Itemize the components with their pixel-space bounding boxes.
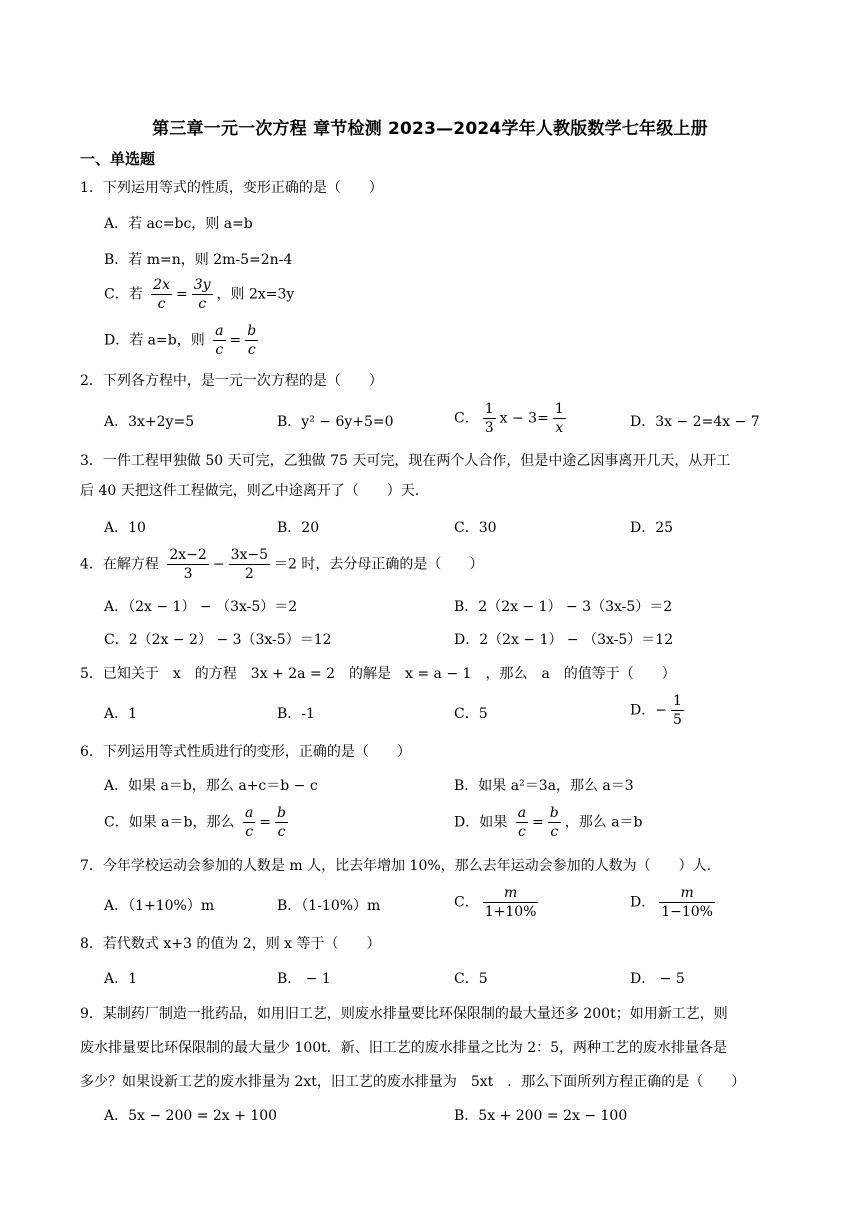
fraction-numerator: b (247, 323, 257, 339)
document-title: 第三章一元一次方程 章节检测 2023—2024学年人教版数学七年级上册 (152, 119, 708, 139)
question-3-stem-line-2: 后 40 天把这件工程做完，则乙中途离开了（ ）天. (80, 483, 420, 499)
fraction-numerator: 2x−2 (169, 547, 207, 563)
fraction-denominator: 3 (484, 420, 494, 436)
question-8-option-b: B． − 1 (277, 971, 331, 987)
question-4-option-d: D．2（2x − 1） − （3x-5）＝12 (454, 632, 674, 648)
question-9-option-a: A．5x − 200 = 2x + 100 (104, 1108, 278, 1124)
question-1-option-a: A．若 ac=bc，则 a=b (104, 216, 253, 232)
fraction-numerator: 2x (153, 277, 170, 293)
question-6-option-a: A．如果 a＝b，那么 a+c＝b − c (104, 778, 318, 794)
fraction-denominator: 5 (672, 712, 682, 728)
fraction-numerator: b (549, 805, 559, 821)
fraction (516, 804, 528, 841)
fraction-numerator: 3y (193, 277, 211, 293)
question-4-stem-suffix: ＝2 时，去分母正确的是（ ） (274, 556, 484, 573)
question-4-stem: 4．在解方程 $\frac{2x-2}{3}$ − $\frac{3x-5}{2}$ ＝2 时，去分母正确的是（ ） (80, 547, 484, 582)
fraction-denominator: x (555, 420, 564, 436)
question-1-stem: 1．下列运用等式的性质，变形正确的是（ ） (80, 180, 383, 196)
fraction-numerator: 1 (554, 401, 564, 417)
question-3-option-a: A．10 (104, 520, 146, 536)
fraction-numerator: a (215, 323, 224, 339)
question-1-option-c: C．若 $\frac{2x}{c}$ = $\frac{3y}{c}$ ，则 2x=3y (104, 277, 295, 312)
question-7-option-c (454, 884, 542, 921)
fraction-numerator: a (244, 805, 254, 821)
fraction-denominator: c (277, 824, 286, 840)
question-4-option-b: B．2（2x − 1） − 3（3x-5）＝2 (454, 599, 673, 615)
fraction-denominator: c (517, 824, 526, 840)
question-7-option-d (630, 884, 719, 921)
fraction-denominator: c (198, 296, 207, 312)
question-5-stem: 5．已知关于 x 的方程 3x + 2a = 2 的解是 x = a − 1 ，那么 a 的值等于（ ） (80, 666, 676, 682)
question-9-stem-line-3: 多少？如果设新工艺的废水排量为 2xt，旧工艺的废水排量为 5xt ．那么下面所列方程正确的是（ ） (80, 1074, 746, 1090)
fraction (275, 804, 288, 841)
question-2-option-c-prefix: C． (454, 410, 479, 427)
question-8-stem: 8．若代数式 x+3 的值为 2，则 x 等于（ ） (80, 936, 381, 952)
fraction (243, 804, 255, 841)
question-7-option-c-prefix: C． (454, 894, 479, 911)
question-3-option-b: B．20 (277, 520, 320, 536)
fraction (659, 884, 715, 921)
fraction-numerator: a (517, 805, 527, 821)
fraction-denominator: c (157, 296, 166, 312)
fraction-denominator: c (247, 342, 256, 358)
fraction (213, 322, 225, 359)
question-4-option-a: A．（2x − 1） − （3x-5）＝2 (104, 599, 298, 615)
fraction-denominator: c (245, 824, 254, 840)
question-2-option-a: A．3x+2y=5 (104, 414, 195, 430)
fraction (167, 546, 208, 583)
question-9-stem-line-2: 废水排量要比环保限制的最大量少 100t．新、旧工艺的废水排量之比为 2：5，两种工艺的废水排量各是 (80, 1040, 728, 1056)
fraction (483, 884, 539, 921)
fraction-denominator: 1+10% (484, 904, 537, 920)
question-4-option-c: C．2（2x − 2） − 3（3x-5）＝12 (104, 632, 332, 648)
fraction (483, 400, 496, 437)
question-3-stem-line-1: 3．一件工程甲独做 50 天可完，乙独做 75 天可完，现在两个人合作，但是中途乙因事离开几天，从开工 (80, 453, 731, 469)
fraction-denominator: c (215, 342, 224, 358)
question-5-option-d-prefix: D．− (630, 702, 667, 719)
question-2-option-c (454, 400, 570, 437)
question-1-option-c-prefix: C．若 (104, 286, 143, 303)
question-6-stem: 6．下列运用等式性质进行的变形，正确的是（ ） (80, 744, 411, 760)
question-7-option-b: B．（1-10%）m (277, 898, 381, 914)
question-8-option-d: D． − 5 (630, 971, 685, 987)
fraction-numerator: 1 (484, 401, 494, 417)
question-2-option-b: B．y² − 6y+5=0 (277, 414, 394, 430)
question-6-option-d: D．如果 $\frac{a}{c}$ = $\frac{b}{c}$ ，那么 a＝b (454, 805, 643, 840)
question-2-stem: 2．下列各方程中，是一元一次方程的是（ ） (80, 373, 383, 389)
question-1-option-d: D．若 a=b，则 $\frac{a}{c}$ = $\frac{b}{c}$ (104, 323, 257, 358)
fraction-numerator: 3x−5 (230, 547, 269, 563)
fraction-numerator: m (483, 884, 539, 903)
question-1-option-c-suffix: ，则 2x=3y (216, 286, 295, 303)
question-5-option-d (630, 692, 688, 729)
fraction (671, 692, 684, 729)
question-2-option-d: D．3x − 2=4x − 7 (630, 414, 760, 430)
fraction-denominator: 1−10% (661, 904, 713, 920)
question-3-option-d: D．25 (630, 520, 674, 536)
question-5-option-a: A．1 (104, 706, 138, 722)
question-9-stem-line-1: 9．某制药厂制造一批药品，如用旧工艺，则废水排量要比环保限制的最大量还多 200t；如用新工艺，则 (80, 1006, 728, 1022)
question-5-option-c: C．5 (454, 706, 488, 722)
fraction (151, 276, 172, 313)
question-2-option-c-middle: x − 3= (499, 410, 549, 427)
question-6-option-b: B．如果 a²＝3a，那么 a＝3 (454, 778, 634, 794)
question-7-option-d-prefix: D． (630, 894, 656, 911)
section-heading: 一、单选题 (80, 150, 156, 168)
fraction (245, 322, 258, 359)
fraction (548, 804, 561, 841)
question-5-option-b: B．-1 (277, 706, 315, 722)
question-8-option-c: C．5 (454, 971, 488, 987)
fraction-denominator: 2 (244, 566, 254, 582)
question-7-option-a: A．（1+10%）m (104, 898, 215, 914)
question-7-stem: 7．今年学校运动会参加的人数是 m 人，比去年增加 10%，那么去年运动会参加的人数为（ ）人. (80, 858, 712, 874)
question-1-option-b: B．若 m=n，则 2m-5=2n-4 (104, 252, 293, 268)
question-4-stem-prefix: 4．在解方程 (80, 556, 159, 573)
fraction (192, 276, 213, 313)
question-6-option-c-prefix: C．如果 a＝b，那么 (104, 814, 235, 831)
question-1-option-d-prefix: D．若 a=b，则 (104, 332, 205, 349)
fraction-numerator: b (277, 805, 286, 821)
fraction (229, 546, 270, 583)
question-6-option-d-prefix: D．如果 (454, 814, 508, 831)
question-6-option-c: C．如果 a＝b，那么 $\frac{a}{c}$ = $\frac{b}{c}$ (104, 805, 286, 840)
fraction-denominator: c (550, 824, 559, 840)
question-9-option-b: B．5x + 200 = 2x − 100 (454, 1108, 628, 1124)
fraction-numerator: 1 (672, 693, 682, 709)
question-8-option-a: A．1 (104, 971, 138, 987)
fraction-denominator: 3 (183, 566, 193, 582)
question-3-option-c: C．30 (454, 520, 497, 536)
fraction-numerator: m (659, 884, 715, 903)
question-6-option-d-suffix: ，那么 a＝b (564, 814, 643, 831)
fraction (553, 400, 566, 437)
